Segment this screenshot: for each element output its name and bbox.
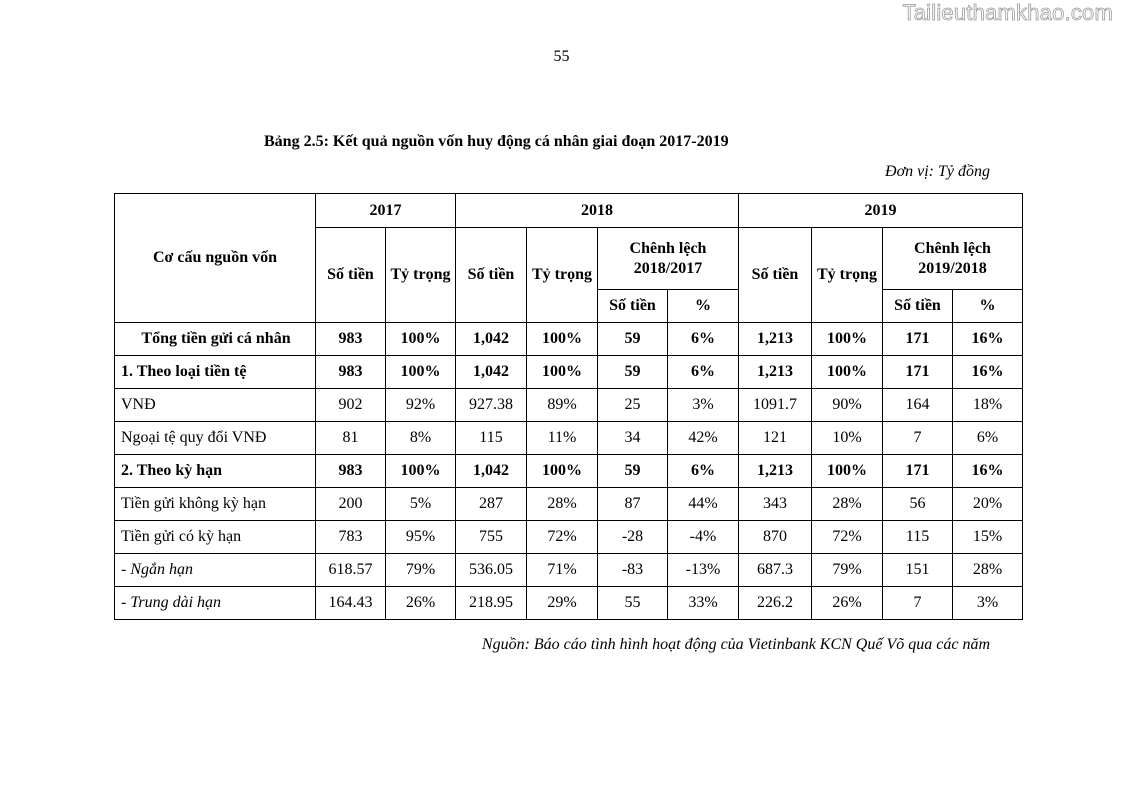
- table-row: [115, 587, 1023, 620]
- table-cell: 200: [316, 488, 386, 521]
- row-label: Ngoại tệ quy đổi VNĐ: [115, 422, 316, 455]
- table-body: [115, 323, 1023, 620]
- table-cell: 20%: [953, 488, 1023, 521]
- table-cell: 18%: [953, 389, 1023, 422]
- table-cell: 90%: [812, 389, 883, 422]
- header-diff-2018-amount: Số tiền: [598, 290, 668, 323]
- table-row: [115, 521, 1023, 554]
- table-cell: 151: [883, 554, 953, 587]
- table-cell: 983: [316, 455, 386, 488]
- table-cell: 8%: [386, 422, 456, 455]
- header-diff-2019-amount: Số tiền: [883, 290, 953, 323]
- table-cell: 7: [883, 422, 953, 455]
- header-2017-amount: Số tiền: [316, 228, 386, 323]
- table-cell: 95%: [386, 521, 456, 554]
- table-cell: 92%: [386, 389, 456, 422]
- table-cell: 44%: [668, 488, 739, 521]
- table-cell: 1,042: [456, 455, 527, 488]
- table-cell: 171: [883, 323, 953, 356]
- table-row: [115, 422, 1023, 455]
- table-cell: 59: [598, 323, 668, 356]
- table-cell: -4%: [668, 521, 739, 554]
- table-cell: 1,213: [739, 323, 812, 356]
- table-cell: 343: [739, 488, 812, 521]
- header-2019-amount: Số tiền: [739, 228, 812, 323]
- table-cell: 29%: [527, 587, 598, 620]
- table-cell: 100%: [812, 356, 883, 389]
- table-cell: 26%: [386, 587, 456, 620]
- table-row: [115, 389, 1023, 422]
- row-label: 1. Theo loại tiền tệ: [115, 356, 316, 389]
- table-row: [115, 323, 1023, 356]
- table-cell: 79%: [386, 554, 456, 587]
- table-cell: 16%: [953, 455, 1023, 488]
- table-cell: 171: [883, 455, 953, 488]
- table-cell: 100%: [386, 323, 456, 356]
- table-cell: 1,213: [739, 455, 812, 488]
- source-note: Nguồn: Báo cáo tình hình hoạt động của Vietinbank KCN Quế Võ qua các năm: [481, 636, 990, 653]
- table-cell: 28%: [953, 554, 1023, 587]
- table-cell: 100%: [386, 455, 456, 488]
- table-cell: 536.05: [456, 554, 527, 587]
- table-cell: -28: [598, 521, 668, 554]
- table-cell: 6%: [953, 422, 1023, 455]
- table-cell: 164.43: [316, 587, 386, 620]
- header-2018-share: Tỷ trọng: [527, 228, 598, 323]
- table-cell: 16%: [953, 356, 1023, 389]
- row-label: 2. Theo kỳ hạn: [115, 455, 316, 488]
- header-year-2019: 2019: [739, 194, 1023, 228]
- table-cell: 983: [316, 356, 386, 389]
- table-cell: 1,042: [456, 356, 527, 389]
- table-cell: 26%: [812, 587, 883, 620]
- table-cell: 1,213: [739, 356, 812, 389]
- table-cell: 6%: [668, 356, 739, 389]
- table-cell: 100%: [527, 455, 598, 488]
- table-row: [115, 356, 1023, 389]
- table-cell: 72%: [812, 521, 883, 554]
- row-label: Tiền gửi không kỳ hạn: [115, 488, 316, 521]
- table-cell: 115: [883, 521, 953, 554]
- row-label: Tổng tiền gửi cá nhân: [115, 323, 316, 356]
- table-cell: 11%: [527, 422, 598, 455]
- table-cell: 3%: [668, 389, 739, 422]
- table-cell: -13%: [668, 554, 739, 587]
- watermark: Tailieuthamkhao.com: [902, 0, 1113, 25]
- table-cell: 6%: [668, 323, 739, 356]
- table-cell: 902: [316, 389, 386, 422]
- table-cell: 618.57: [316, 554, 386, 587]
- table-cell: 100%: [527, 356, 598, 389]
- table-cell: 25: [598, 389, 668, 422]
- table-cell: 89%: [527, 389, 598, 422]
- header-diff-2019-percent: %: [953, 290, 1023, 323]
- header-year-2018: 2018: [456, 194, 739, 228]
- table-cell: 226.2: [739, 587, 812, 620]
- table-cell: 3%: [953, 587, 1023, 620]
- table-cell: 100%: [386, 356, 456, 389]
- table-cell: 72%: [527, 521, 598, 554]
- table-cell: 28%: [812, 488, 883, 521]
- header-2018-amount: Số tiền: [456, 228, 527, 323]
- row-label: - Ngắn hạn: [115, 554, 316, 587]
- table-row: [115, 455, 1023, 488]
- header-row-years: [115, 194, 1023, 228]
- table-cell: 100%: [527, 323, 598, 356]
- header-diff-2018: Chênh lệch 2018/2017: [598, 228, 739, 290]
- table-cell: 34: [598, 422, 668, 455]
- table-cell: 33%: [668, 587, 739, 620]
- table-cell: 287: [456, 488, 527, 521]
- row-label: Tiền gửi có kỳ hạn: [115, 521, 316, 554]
- table-cell: 100%: [812, 455, 883, 488]
- table-title: Bảng 2.5: Kết quả nguồn vốn huy động cá nhân giai đoạn 2017-2019: [264, 133, 729, 150]
- table-cell: 1091.7: [739, 389, 812, 422]
- table-cell: 10%: [812, 422, 883, 455]
- row-label: VNĐ: [115, 389, 316, 422]
- table-row: [115, 554, 1023, 587]
- table-cell: 755: [456, 521, 527, 554]
- table-cell: 171: [883, 356, 953, 389]
- table-cell: 100%: [812, 323, 883, 356]
- table-row: [115, 488, 1023, 521]
- table-cell: 81: [316, 422, 386, 455]
- row-label: - Trung dài hạn: [115, 587, 316, 620]
- table-cell: 59: [598, 455, 668, 488]
- table-cell: 870: [739, 521, 812, 554]
- table-cell: 218.95: [456, 587, 527, 620]
- table-cell: 5%: [386, 488, 456, 521]
- table-cell: 87: [598, 488, 668, 521]
- unit-note: Đơn vị: Tỷ đồng: [885, 163, 990, 180]
- header-diff-2019: Chênh lệch 2019/2018: [883, 228, 1023, 290]
- header-2017-share: Tỷ trọng: [386, 228, 456, 323]
- table-cell: 71%: [527, 554, 598, 587]
- table-cell: 79%: [812, 554, 883, 587]
- table-cell: 6%: [668, 455, 739, 488]
- table-cell: 927.38: [456, 389, 527, 422]
- table-cell: 687.3: [739, 554, 812, 587]
- table-cell: 164: [883, 389, 953, 422]
- table-cell: 121: [739, 422, 812, 455]
- table-cell: 55: [598, 587, 668, 620]
- table-cell: 16%: [953, 323, 1023, 356]
- table-cell: 7: [883, 587, 953, 620]
- deposit-table: [114, 193, 1023, 620]
- table-cell: 28%: [527, 488, 598, 521]
- table-cell: 56: [883, 488, 953, 521]
- table-cell: 983: [316, 323, 386, 356]
- page-number: 55: [553, 48, 570, 65]
- table-cell: 783: [316, 521, 386, 554]
- table-cell: 1,042: [456, 323, 527, 356]
- header-year-2017: 2017: [316, 194, 456, 228]
- header-2019-share: Tỷ trọng: [812, 228, 883, 323]
- table-cell: 42%: [668, 422, 739, 455]
- table-cell: 15%: [953, 521, 1023, 554]
- table-cell: -83: [598, 554, 668, 587]
- table-cell: 59: [598, 356, 668, 389]
- header-row-label: Cơ cấu nguồn vốn: [115, 194, 316, 323]
- header-diff-2018-percent: %: [668, 290, 739, 323]
- table-cell: 115: [456, 422, 527, 455]
